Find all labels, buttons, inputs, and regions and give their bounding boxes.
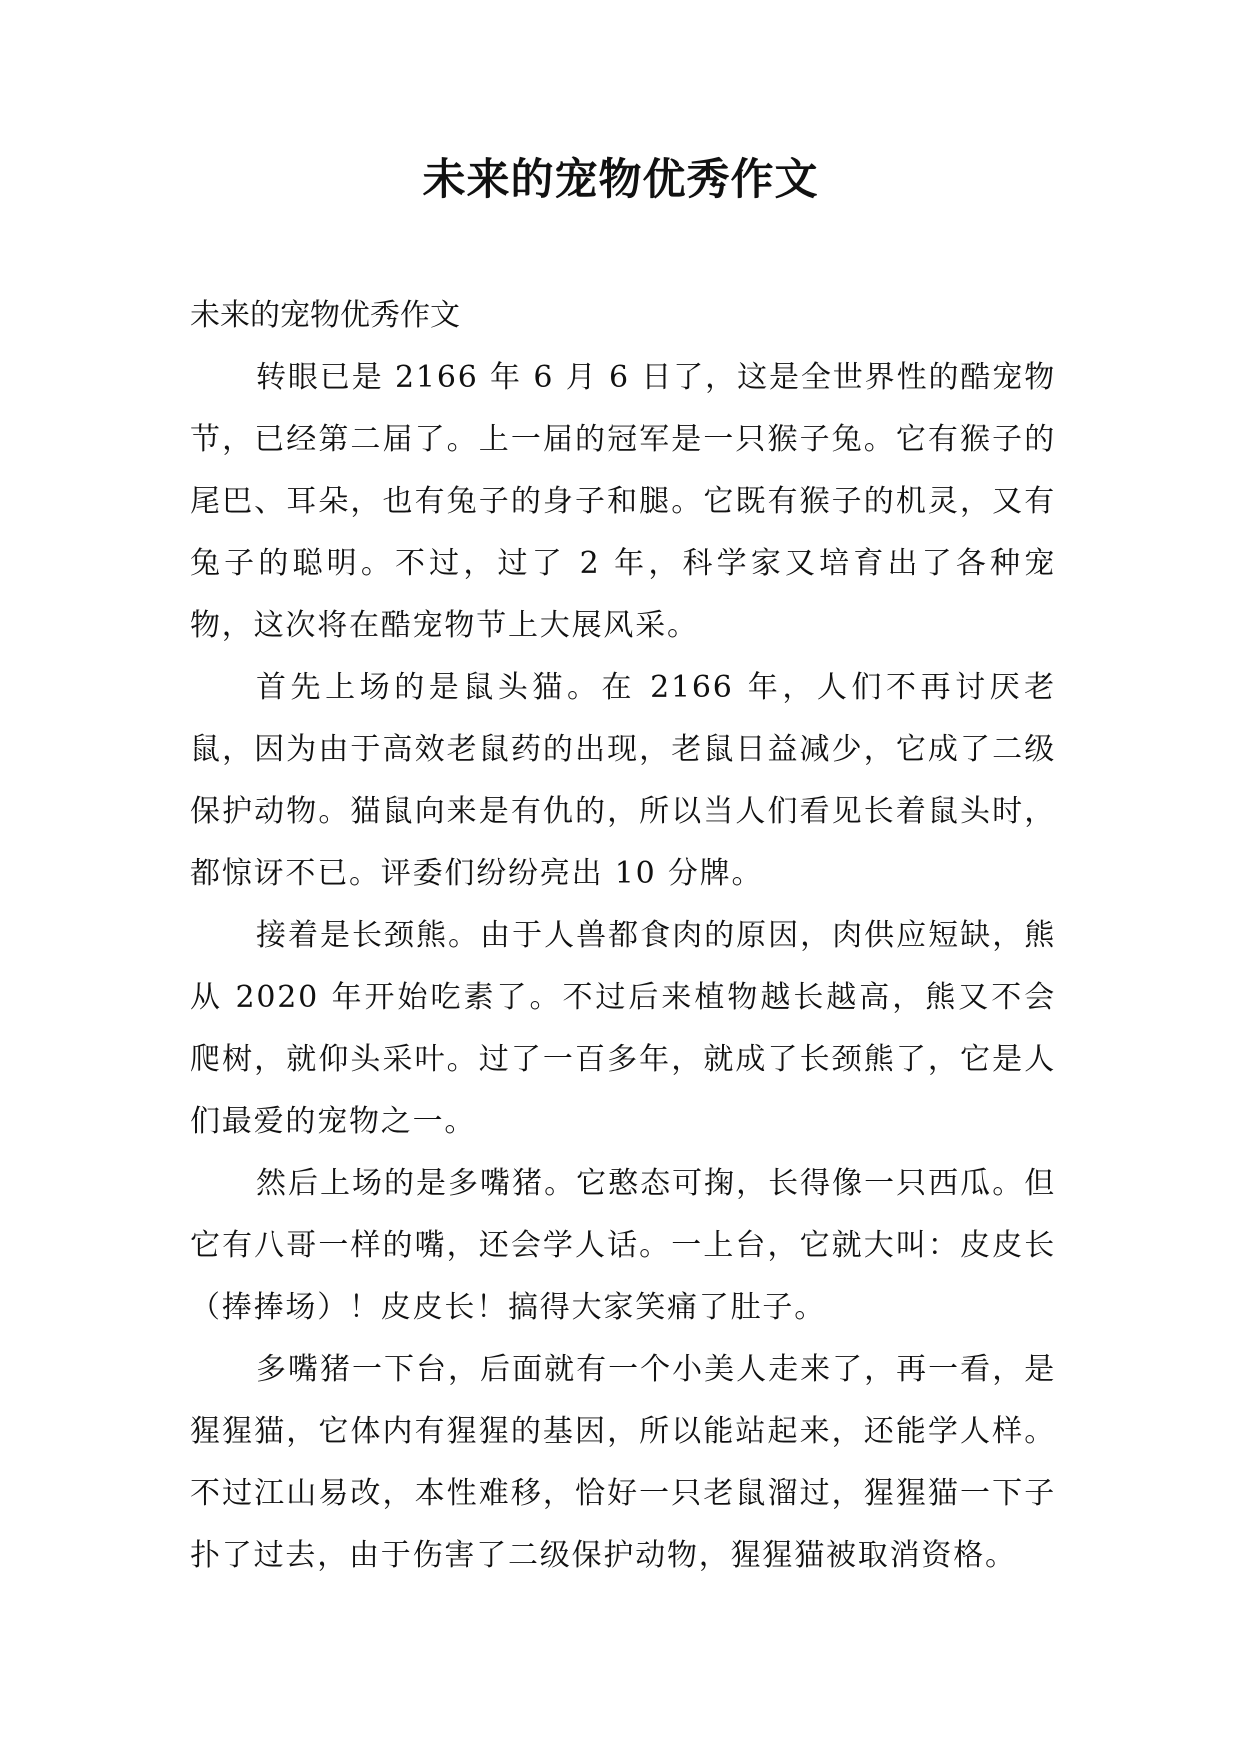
document-title: 未来的宠物优秀作文 [422,155,819,205]
paragraph-2: 首先上场的是鼠头猫。在 2166 年，人们不再讨厌老鼠，因为由于高效老鼠药的出现，老鼠日益减少，它成了二级保护动物。猫鼠向来是有仇的，所以当人们看见长着鼠头时，都惊讶不已。评委们纷纷亮出 10 分牌。 [190,670,1056,891]
paragraph-1: 转眼已是 2166 年 6 月 6 日了，这是全世界性的酷宠物节，已经第二届了。上一届的冠军是一只猴子兔。它有猴子的尾巴、耳朵，也有兔子的身子和腿。它既有猴子的机灵，又有兔子的聪明。不过，过了 2 年，科学家又培育出了各种宠物，这次将在酷宠物节上大展风采。 [190,360,1056,643]
document-body [190,285,1056,1587]
paragraph-3: 接着是长颈熊。由于人兽都食肉的原因，肉供应短缺，熊从 2020 年开始吃素了。不过后来植物越长越高，熊又不会爬树，就仰头采叶。过了一百多年，就成了长颈熊了，它是人们最爱的宠物之一。 [190,918,1056,1139]
paragraph-5: 多嘴猪一下台，后面就有一个小美人走来了，再一看，是猩猩猫，它体内有猩猩的基因，所以能站起来，还能学人样。不过江山易改，本性难移，恰好一只老鼠溜过，猩猩猫一下子扑了过去，由于伤害了二级保护动物，猩猩猫被取消资格。 [190,1352,1056,1573]
essay-heading: 未来的宠物优秀作文 [190,298,460,333]
paragraph-4: 然后上场的是多嘴猪。它憨态可掬，长得像一只西瓜。但它有八哥一样的嘴，还会学人话。一上台，它就大叫：皮皮长（捧捧场）！皮皮长！搞得大家笑痛了肚子。 [190,1166,1056,1325]
